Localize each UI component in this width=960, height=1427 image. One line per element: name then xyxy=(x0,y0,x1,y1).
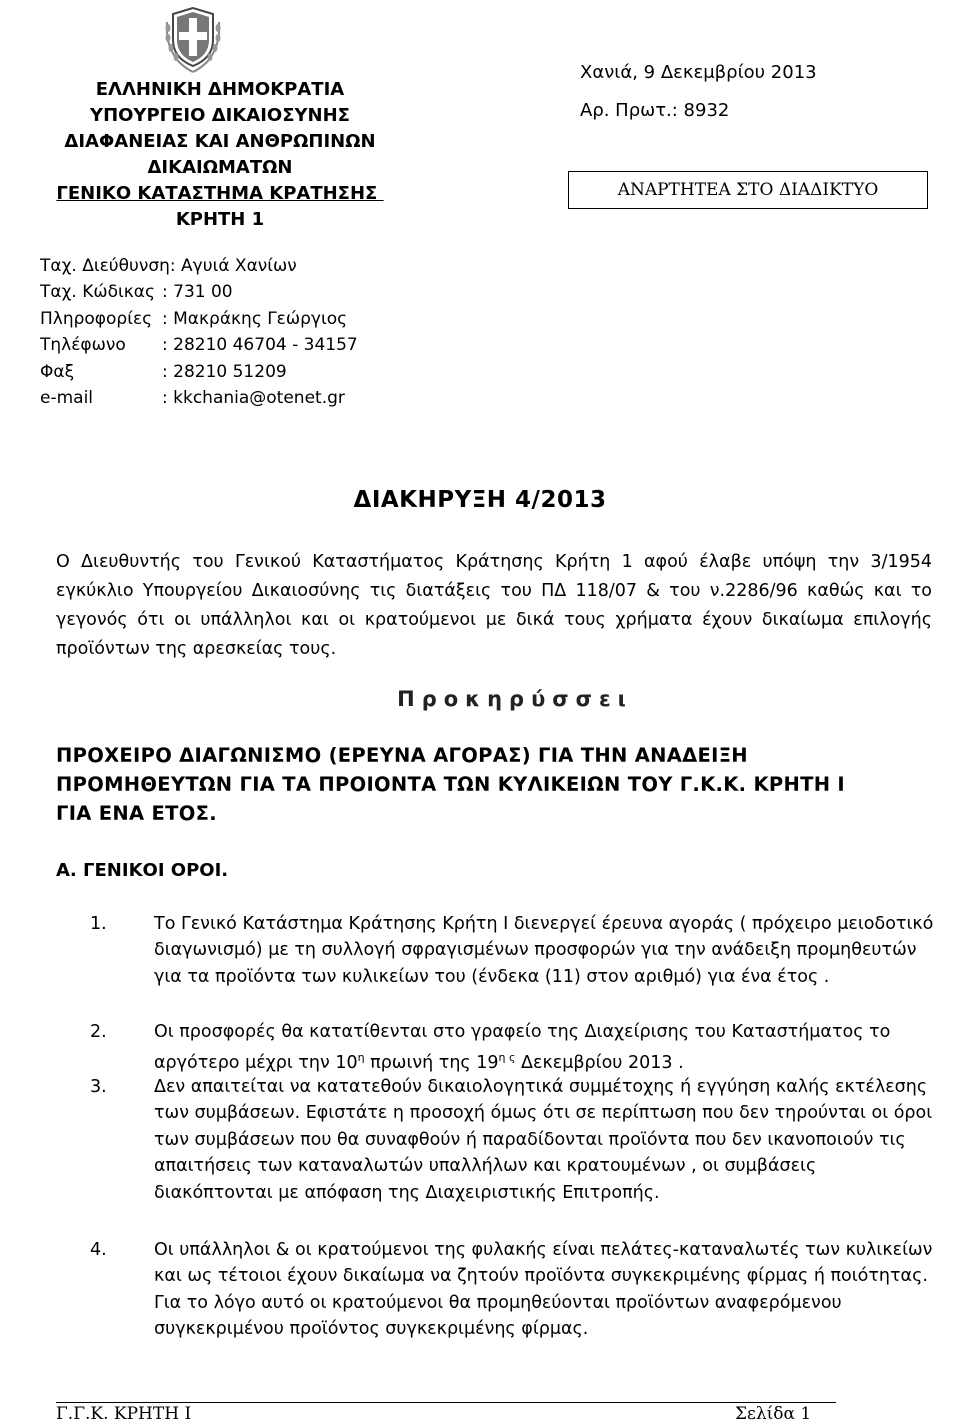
org-line: ΔΙΚΑΙΩΜΑΤΩΝ xyxy=(147,157,293,178)
footer-rule xyxy=(56,1402,836,1403)
footer-left: Γ.Γ.Κ. ΚΡΗΤΗ Ι xyxy=(56,1404,192,1424)
item-number: 3. xyxy=(90,1077,107,1097)
org-line: ΓΕΝΙΚΟ ΚΑΤΑΣΤΗΜΑ ΚΡΑΤΗΣΗΣ xyxy=(56,183,384,204)
greek-emblem-icon xyxy=(163,2,223,74)
place-date: Χανιά, 9 Δεκεμβρίου 2013 xyxy=(580,62,817,83)
item-text-part: πρωινή της 19 xyxy=(364,1053,499,1074)
document-title: ΔΙΑΚΗΡΥΞΗ 4/2013 xyxy=(353,487,607,513)
page-number: Σελίδα 1 xyxy=(735,1404,812,1424)
contact-value: : Μακράκης Γεώργιος xyxy=(162,309,348,329)
tender-subject xyxy=(56,741,936,828)
item-text-part: Δεκεμβρίου 2013 . xyxy=(515,1053,684,1074)
section-heading: Α. ΓΕΝΙΚΟΙ ΟΡΟΙ. xyxy=(56,860,229,881)
org-line: ΥΠΟΥΡΓΕΙΟ ΔΙΚΑΙΟΣΥΝΗΣ xyxy=(90,105,350,126)
contact-label: Πληροφορίες xyxy=(40,309,153,329)
item-number: 4. xyxy=(90,1240,107,1260)
superscript: η ς xyxy=(498,1051,516,1065)
internet-posting-notice: ΑΝΑΡΤΗΤΕΑ ΣΤΟ ΔΙΑΔΙΚΤΥΟ xyxy=(568,171,928,209)
subject-line: ΠΡΟΜΗΘΕΥΤΩΝ ΓΙΑ ΤΑ ΠΡΟΙΟΝΤΑ ΤΩΝ ΚΥΛΙΚΕΙΩΝ ΤΟΥ Γ.Κ.Κ. ΚΡΗΤΗ Ι xyxy=(56,773,845,796)
item-text-part: Οι προσφορές θα κατατίθενται στο γραφείο της Διαχείρισης του Καταστήματος το αργότερο μέχρι την 10 xyxy=(154,1022,891,1074)
announcement-heading: Προκηρύσσει xyxy=(397,687,633,711)
contact-value: : 731 00 xyxy=(162,282,233,302)
contact-value: : kkchania@otenet.gr xyxy=(162,388,345,408)
contact-value: : 28210 46704 - 34157 xyxy=(162,335,358,355)
org-line: ΚΡΗΤΗ 1 xyxy=(175,209,265,230)
intro-paragraph: Ο Διευθυντής του Γενικού Καταστήματος Κράτησης Κρήτη 1 αφού έλαβε υπόψη την 3/1954 εγκύκλιο Υπουργείου Δικαιοσύνης τις διατάξεις του ΠΔ 118/07 & του ν.2286/96 καθώς και το γεγονός ότι οι υπάλληλοι και οι κρατούμενοι με δικά τους χρήματα έχουν δικαίωμα επιλογής προϊόντων της αρεσκείας τους. xyxy=(56,552,932,659)
subject-line: ΓΙΑ ΕΝΑ ΕΤΟΣ. xyxy=(56,802,217,825)
item-text: Οι υπάλληλοι & οι κρατούμενοι της φυλακής είναι πελάτες-καταναλωτές των κυλικείων και ως τέτοιοι έχουν δικαίωμα να ζητούν προϊόντα συγκεκριμένης φίρμας ή ποιότητας. Για το λόγο αυτό οι κρατούμενοι θα προμηθεύονται προϊόντων αναφερόμενου συγκεκριμένου προϊόντος συγκεκριμένης φίρμας. xyxy=(154,1240,933,1340)
item-text: Το Γενικό Κατάστημα Κράτησης Κρήτη Ι διενεργεί έρευνα αγοράς ( πρόχειρο μειοδοτικό διαγωνισμό) με τη συλλογή σφραγισμένων προσφορών για την ανάδειξη προμηθευτών για τα προϊόντα των κυλικείων του (ένδεκα (11) στον αριθμό) για ένα έτος . xyxy=(154,914,934,987)
subject-line: ΠΡΟΧΕΙΡΟ ΔΙΑΓΩΝΙΣΜΟ (ΕΡΕΥΝΑ ΑΓΟΡΑΣ) ΓΙΑ ΤΗΝ ΑΝΑΔΕΙΞΗ xyxy=(56,744,748,767)
org-line: ΔΙΑΦΑΝΕΙΑΣ ΚΑΙ ΑΝΘΡΩΠΙΝΩΝ xyxy=(64,131,376,152)
item-number: 1. xyxy=(90,914,107,934)
superscript: η xyxy=(357,1051,365,1065)
contact-value: : 28210 51209 xyxy=(162,362,287,382)
org-line: ΕΛΛΗΝΙΚΗ ΔΗΜΟΚΡΑΤΙΑ xyxy=(95,79,345,100)
item-text: Δεν απαιτείται να κατατεθούν δικαιολογητικά συμμέτοχης ή εγγύηση καλής εκτέλεσης των συμβάσεων. Εφιστάτε η προσοχή όμως ότι σε περίπτωση που δεν τηρούνται οι όροι των συμβάσεων που θα συναφθούν ή παραδίδονται προϊόντα που δεν ικανοποιούν τις απαιτήσεις των καταναλωτών υπαλλήλων και κρατουμένων , οι συμβάσεις διακόπτονται με απόφαση της Διαχειριστικής Επιτροπής. xyxy=(154,1077,933,1203)
contact-label: Τηλέφωνο xyxy=(40,335,126,355)
contact-label: e-mail xyxy=(40,388,94,408)
postal-address: Ταχ. Διεύθυνση: Αγυιά Χανίων xyxy=(40,256,297,276)
contact-label: Φαξ xyxy=(40,362,75,382)
item-number: 2. xyxy=(90,1022,107,1042)
protocol-number: Αρ. Πρωτ.: 8932 xyxy=(580,100,730,121)
contact-label: Ταχ. Κώδικας xyxy=(40,282,155,302)
item-text xyxy=(154,1019,934,1077)
